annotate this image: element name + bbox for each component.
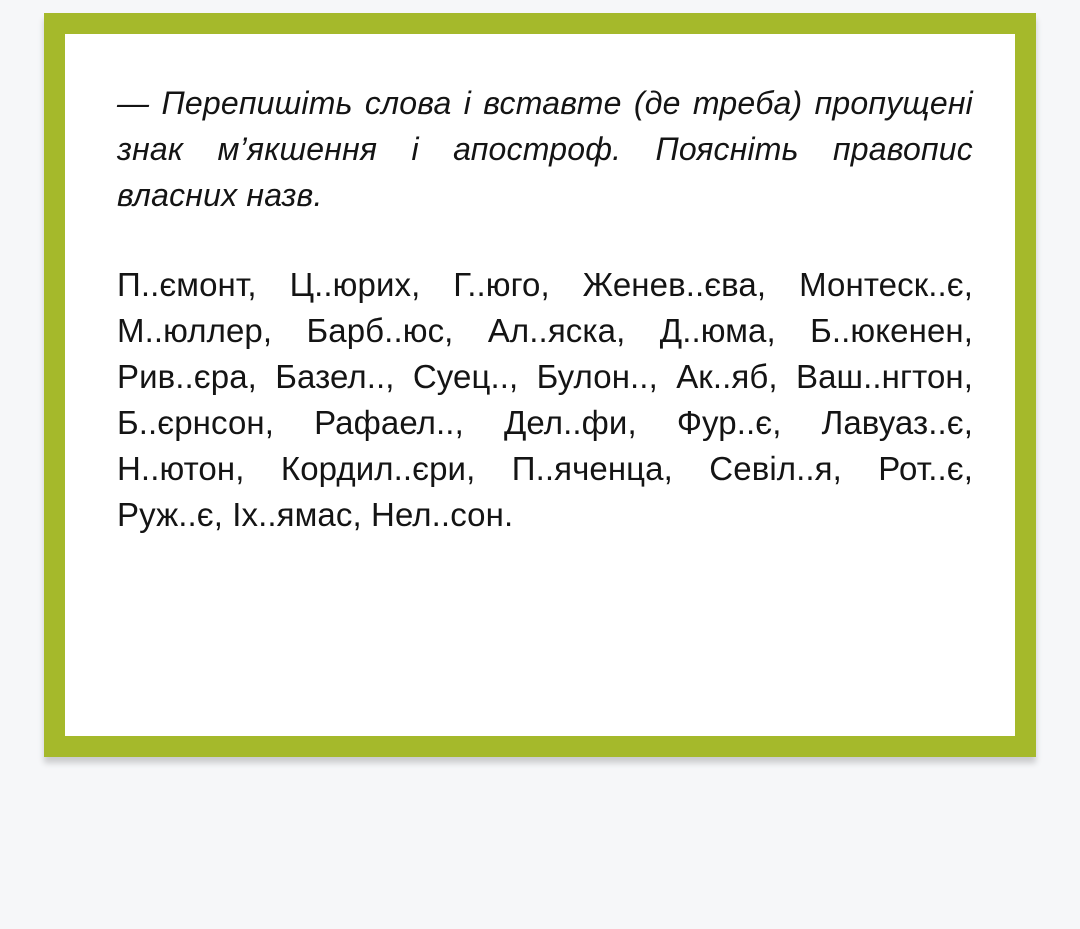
exercise-instruction: — Перепишіть слова і вставте (де треба) пропущені знак м’якшення і апостроф. Поясніть правопис власних назв. — [117, 85, 973, 213]
exercise-word-list: П..ємонт, Ц..юрих, Г..юго, Женев..єва, Монтеск..є, М..юллер, Барб..юс, Ал..яска, Д..юма, Б..юкенен, Рив..єра, Базел.., Суец.., Булон.., Ак..яб, Ваш..нгтон, Б..єрнсон, Рафаел.., Дел..фи, Фур..є, Лавуаз..є, Н..ютон, Кордил..єри, П..яченца, Севіл..я, Рот..є, Руж..є, Іх..ямас, Нел..сон. — [117, 266, 973, 533]
exercise-card — [44, 13, 1036, 757]
exercise-content — [117, 80, 973, 538]
